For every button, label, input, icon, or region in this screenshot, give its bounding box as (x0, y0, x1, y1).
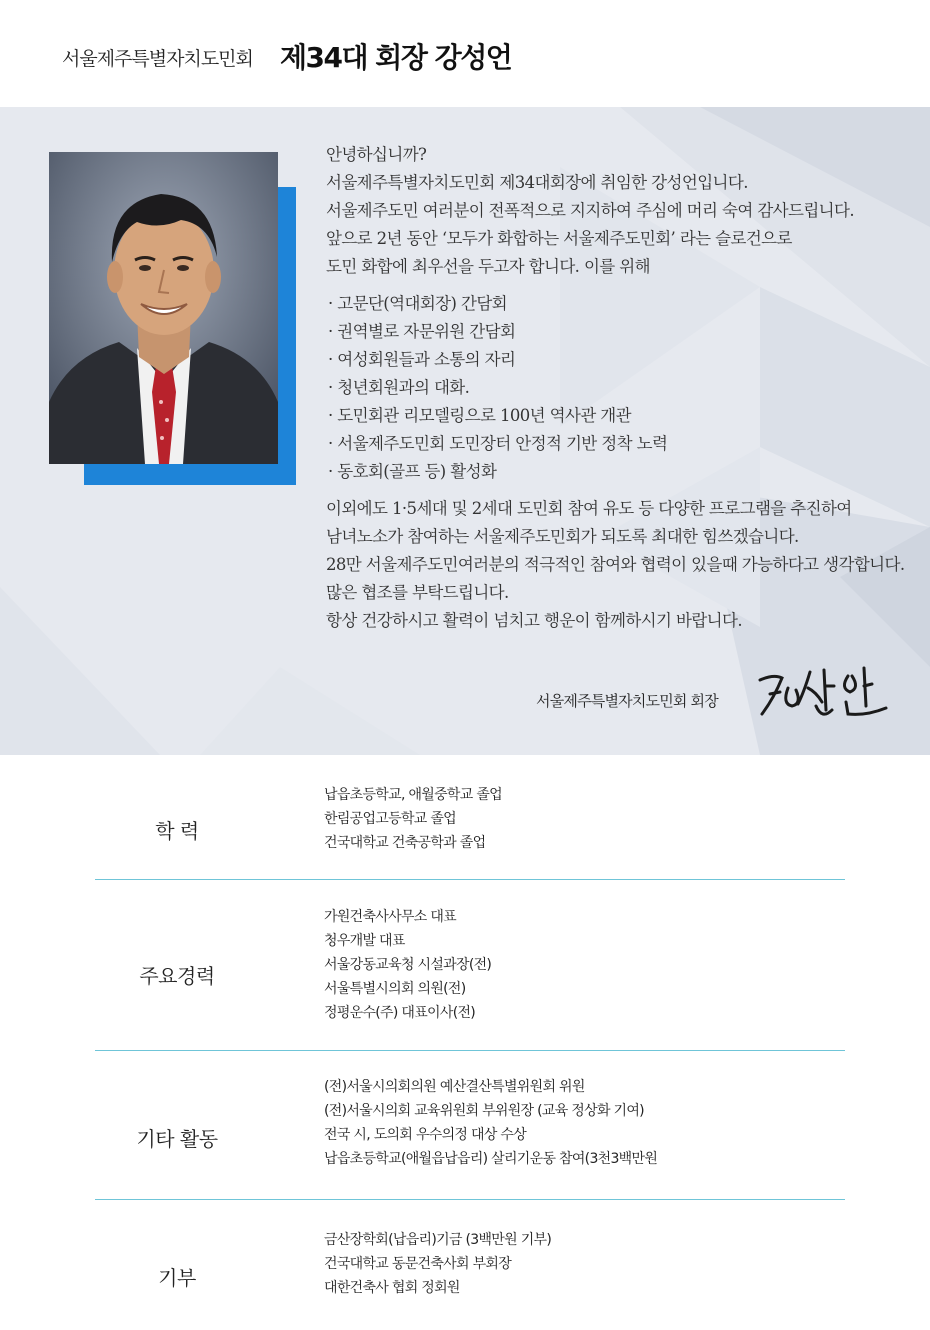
plan-list-item: · 고문단(역대회장) 간담회 (328, 294, 507, 313)
page-title: 제34대 회장 강성언 (280, 41, 512, 74)
section-item: 건국대학교 동문건축사회 부회장 (324, 1256, 512, 1272)
portrait-photo (49, 152, 278, 464)
letter-line: 많은 협조를 부탁드립니다. (326, 583, 509, 602)
section-item: 건국대학교 건축공학과 졸업 (324, 835, 486, 851)
plan-list-item: · 권역별로 자문위원 간담회 (328, 322, 516, 341)
section-item: (전)서울시의회 교육위원회 부위원장 (교육 정상화 기여) (324, 1103, 644, 1119)
plan-list-item: · 동호회(골프 등) 활성화 (328, 462, 497, 481)
letter-line: 항상 건강하시고 활력이 넘치고 행운이 함께하시기 바랍니다. (326, 611, 742, 630)
page-header (0, 0, 930, 107)
profile-table (95, 775, 845, 1320)
section-items (324, 1228, 551, 1300)
signature-title: 서울제주특별자치도민회 회장 (536, 692, 718, 710)
section-item: 서울특별시의회 의원(전) (324, 981, 466, 997)
section-item: 청우개발 대표 (324, 933, 405, 949)
greeting-letter (326, 141, 916, 635)
profile-section-education (95, 775, 845, 880)
profile-section-activities (95, 1051, 845, 1200)
plan-list-item: · 도민회관 리모델링으로 100년 역사관 개관 (328, 406, 631, 425)
section-item: 대한건축사 협회 정회원 (324, 1280, 460, 1296)
section-items (324, 1075, 657, 1171)
section-item: 전국 시, 도의회 우수의정 대상 수상 (324, 1127, 527, 1143)
section-label: 기부 (158, 1266, 196, 1290)
section-label: 기타 활동 (136, 1127, 218, 1151)
plan-list-item: · 서울제주도민회 도민장터 안정적 기반 정착 노력 (328, 434, 668, 453)
handwritten-signature (752, 658, 892, 726)
profile-section-career (95, 880, 845, 1051)
letter-line: 안녕하십니까? (326, 145, 427, 164)
letter-line: 서울제주도민 여러분이 전폭적으로 지지하여 주심에 머리 숙여 감사드립니다. (326, 201, 855, 220)
letter-line: 남녀노소가 참여하는 서울제주도민회가 되도록 최대한 힘쓰겠습니다. (326, 527, 799, 546)
header-org-name: 서울제주특별자치도민회 (62, 48, 253, 70)
section-item: 한림공업고등학교 졸업 (324, 811, 456, 827)
letter-line: 도민 화합에 최우선을 두고자 합니다. 이를 위해 (326, 257, 650, 276)
section-label: 학 력 (155, 819, 199, 843)
section-item: 납읍초등학교(애월읍납읍리) 살리기운동 참여(3천3백만원 (324, 1151, 658, 1167)
section-item: 납읍초등학교, 애월중학교 졸업 (324, 787, 502, 803)
section-item: 서울강동교육청 시설과장(전) (324, 957, 492, 973)
section-items (324, 783, 502, 855)
section-item: 정평운수(주) 대표이사(전) (324, 1005, 476, 1021)
plan-list-item: · 청년회원과의 대화. (328, 378, 470, 397)
section-item: 가원건축사사무소 대표 (324, 909, 456, 925)
letter-line: 서울제주특별자치도민회 제34대회장에 취임한 강성언입니다. (326, 173, 748, 192)
plan-list-item: · 여성회원들과 소통의 자리 (328, 350, 516, 369)
section-item: (전)서울시의회의원 예산결산특별위원회 위원 (324, 1079, 585, 1095)
letter-line: 이외에도 1·5세대 및 2세대 도민회 참여 유도 등 다양한 프로그램을 추진하여 (326, 499, 852, 518)
plan-list (326, 290, 916, 486)
section-label: 주요경력 (139, 964, 215, 988)
letter-line: 앞으로 2년 동안 ‘모두가 화합하는 서울제주도민회’ 라는 슬로건으로 (326, 229, 792, 248)
profile-section-donations (95, 1200, 845, 1320)
letter-line: 28만 서울제주도민여러분의 적극적인 참여와 협력이 있을때 가능하다고 생각합니다. (326, 555, 905, 574)
section-item: 금산장학회(납읍리)기금 (3백만원 기부) (324, 1232, 552, 1248)
section-items (324, 905, 491, 1025)
